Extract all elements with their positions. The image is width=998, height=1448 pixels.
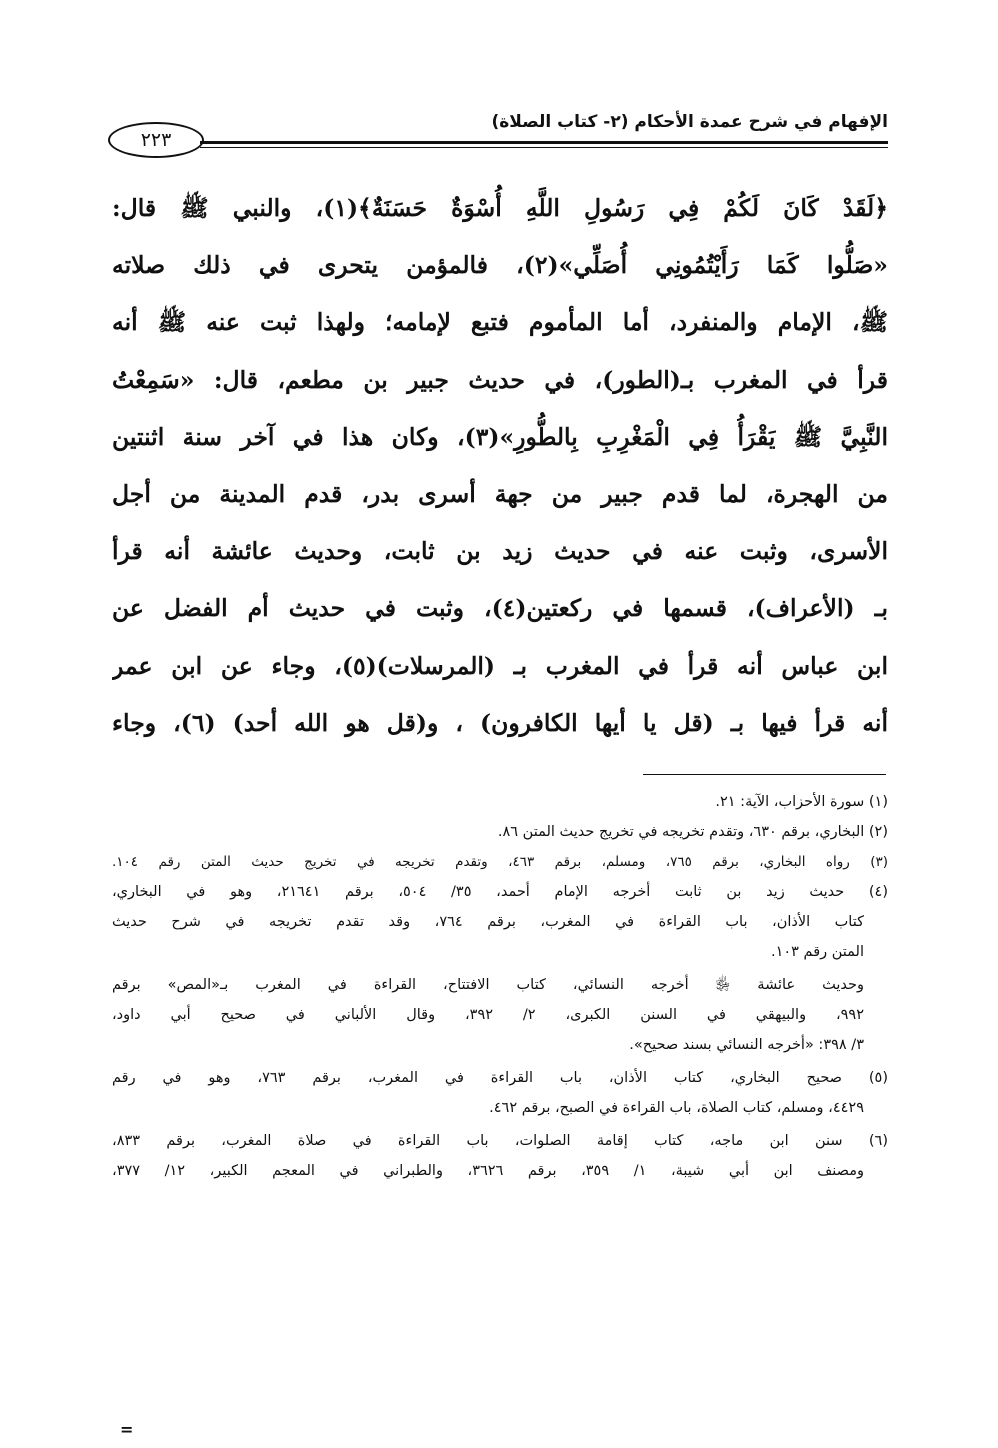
body-line-8: بـ (الأعراف)، قسمها في ركعتين(٤)، وثبت في حديث أم الفضل عن (112, 594, 888, 623)
body-line-6: من الهجرة، لما قدم جبير من جهة أسرى بدر، قدم المدينة من أجل (112, 479, 888, 508)
footnote-separator (643, 774, 886, 775)
footnote-4: (٤) حديث زيد بن ثابت أخرجه الإمام أحمد، ٣٥/ ٥٠٤، برقم ٢١٦٤١، وهو في البخاري، (112, 884, 888, 900)
footnote-2: (٢) البخاري، برقم ٦٣٠، وتقدم تخريجه في تخريج حديث المتن ٨٦. (497, 824, 888, 840)
footnote-5: (٥) صحيح البخاري، كتاب الأذان، باب القراءة في المغرب، برقم ٧٦٣، وهو في رقم (112, 1070, 888, 1086)
footnote-4-line-3: المتن رقم ١٠٣. (770, 944, 864, 960)
continuation-mark: = (120, 1420, 134, 1439)
footnote-4-line-2: كتاب الأذان، باب القراءة في المغرب، برقم ٧٦٤، وقد تقدم تخريجه في شرح حديث (112, 914, 865, 930)
footnote-3: (٣) رواه البخاري، برقم ٧٦٥، ومسلم، برقم ٤٦٣، وتقدم تخريجه في تخريج حديث المتن رقم ١٠٤. (112, 854, 888, 870)
footnotes (112, 787, 888, 1186)
body-line-4: قرأ في المغرب بـ(الطور)، في حديث جبير بن مطعم، قال: «سَمِعْتُ (112, 365, 888, 394)
footnote-5-line-2: ٤٤٢٩، ومسلم، كتاب الصلاة، باب القراءة في الصبح، برقم ٤٦٢. (489, 1100, 864, 1116)
main-text (112, 180, 888, 755)
footnote-1: (١) سورة الأحزاب، الآية: ٢١. (715, 794, 888, 810)
body-line-1: ﴿لَقَدْ كَانَ لَكُمْ فِي رَسُولِ اللَّهِ أُسْوَةٌ حَسَنَةٌ﴾(١)، والنبي ﷺ قال: (112, 194, 888, 222)
book-title: الإفهام في شرح عمدة الأحكام (٢- كتاب الصلاة) (491, 112, 888, 132)
body-line-3: ﷺ، الإمام والمنفرد، أما المأموم فتبع لإمامه؛ ولهذا ثبت عنه ﷺ أنه (112, 308, 888, 337)
footnote-6-line-2: ومصنف ابن أبي شيبة، ١/ ٣٥٩، برقم ٣٦٢٦، والطبراني في المعجم الكبير، ١٢/ ٣٧٧، (112, 1163, 864, 1179)
footnote-4-line-4: وحديث عائشة ﵂ أخرجه النسائي، كتاب الافتتاح، القراءة في المغرب بـ«المص» برقم (112, 977, 864, 993)
body-line-5: النَّبِيَّ ﷺ يَقْرَأُ فِي الْمَغْرِبِ بِالطُّورِ»(٣)، وكان هذا في آخر سنة اثنتين (112, 422, 888, 451)
page-number: ٢٢٣ (108, 122, 204, 158)
footnote-4-line-5: ٩٩٢، والبيهقي في السنن الكبرى، ٢/ ٣٩٢، وقال الألباني في صحيح أبي داود، (112, 1007, 864, 1023)
body-line-9: ابن عباس أنه قرأ في المغرب بـ (المرسلات)(٥)، وجاء عن ابن عمر (112, 651, 888, 680)
footnote-6: (٦) سنن ابن ماجه، كتاب إقامة الصلوات، باب القراءة في صلاة المغرب، برقم ٨٣٣، (112, 1133, 888, 1149)
body-line-2: «صَلُّوا كَمَا رَأَيْتُمُونِي أُصَلِّي»(٢)، فالمؤمن يتحرى في ذلك صلاته (112, 251, 888, 280)
header-rule-thin (200, 147, 888, 148)
footnote-4-line-6: ٣/ ٣٩٨: «أخرجه النسائي بسند صحيح». (629, 1037, 864, 1053)
body-line-10: أنه قرأ فيها بـ (قل يا أيها الكافرون) ، و(قل هو الله أحد) (٦)، وجاء (112, 708, 888, 737)
body-line-7: الأسرى، وثبت عنه في حديث زيد بن ثابت، وحديث عائشة أنه قرأ (112, 537, 888, 566)
header-rule-thick (200, 141, 888, 144)
running-header (108, 108, 888, 158)
